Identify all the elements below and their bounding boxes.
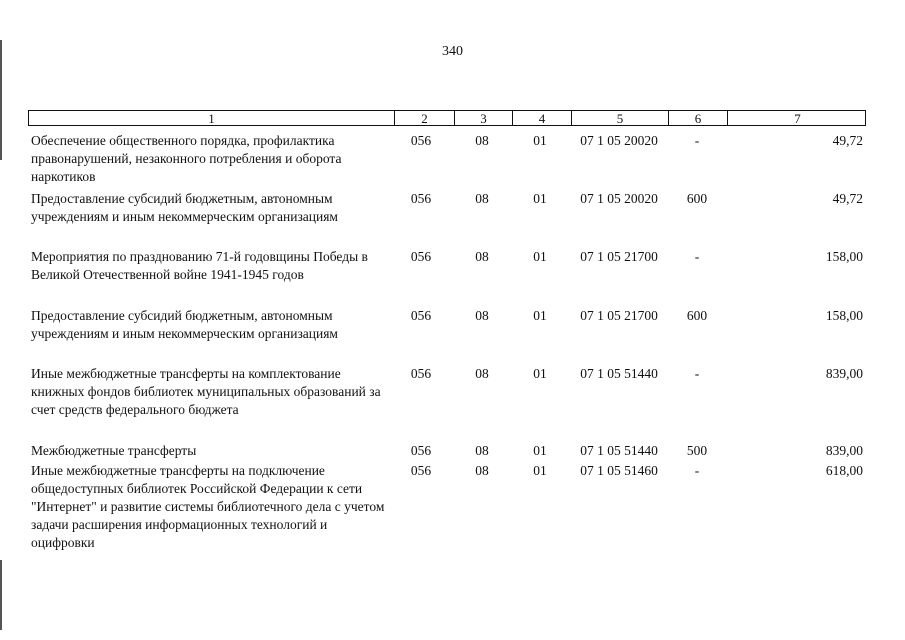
row-col-5: 07 1 05 20020 <box>580 191 658 206</box>
row-col-6: 600 <box>686 308 708 323</box>
page-number: 340 <box>442 44 463 59</box>
row-col-3: 08 <box>475 366 489 381</box>
row-name: Обеспечение общественного порядка, профилактика правонарушений, незаконного потребления и оборота наркотиков <box>31 133 342 184</box>
row-name: Иные межбюджетные трансферты на комплектование книжных фондов библиотек муниципальных образований за счет средств федерального бюджета <box>31 366 381 417</box>
row-col-4: 01 <box>533 191 547 206</box>
row-col-3: 08 <box>475 133 489 148</box>
header-col-5: 5 <box>571 111 668 125</box>
row-col-6: - <box>694 366 700 381</box>
row-col-4: 01 <box>533 308 547 323</box>
row-col-7: 839,00 <box>825 443 863 458</box>
row-col-7: 158,00 <box>825 308 863 323</box>
row-name: Мероприятия по празднованию 71-й годовщины Победы в Великой Отечественной войне 1941-1945 годов <box>31 249 368 282</box>
row-col-5: 07 1 05 21700 <box>580 249 658 264</box>
row-col-3: 08 <box>475 249 489 264</box>
header-col-3: 3 <box>454 111 512 125</box>
row-col-5: 07 1 05 51440 <box>580 366 658 381</box>
row-col-5: 07 1 05 21700 <box>580 308 658 323</box>
row-col-2: 056 <box>410 308 432 323</box>
row-col-3: 08 <box>475 443 489 458</box>
row-name: Межбюджетные трансферты <box>31 443 197 458</box>
row-col-4: 01 <box>533 133 547 148</box>
margin-line-bottom <box>0 560 2 630</box>
row-col-5: 07 1 05 51460 <box>580 463 658 478</box>
row-col-6: - <box>694 463 700 478</box>
row-col-7: 49,72 <box>832 133 863 148</box>
row-col-2: 056 <box>410 463 432 478</box>
row-col-5: 07 1 05 51440 <box>580 443 658 458</box>
row-col-6: 500 <box>686 443 708 458</box>
row-col-7: 839,00 <box>825 366 863 381</box>
row-name: Предоставление субсидий бюджетным, автономным учреждениям и иным некоммерческим организациям <box>31 308 338 341</box>
row-col-2: 056 <box>410 443 432 458</box>
row-col-2: 056 <box>410 249 432 264</box>
table-header <box>28 110 866 126</box>
row-col-4: 01 <box>533 366 547 381</box>
row-col-2: 056 <box>410 133 432 148</box>
row-col-6: - <box>694 249 700 264</box>
row-col-7: 158,00 <box>825 249 863 264</box>
row-name: Иные межбюджетные трансферты на подключение общедоступных библиотек Российской Федерации к сети "Интернет" и развитие системы библиотечного дела с учетом задачи расширения информационных технологий и оцифровки <box>31 463 385 550</box>
row-col-5: 07 1 05 20020 <box>580 133 658 148</box>
row-col-2: 056 <box>410 191 432 206</box>
header-col-6: 6 <box>668 111 727 125</box>
row-col-4: 01 <box>533 249 547 264</box>
header-col-4: 4 <box>512 111 571 125</box>
row-col-4: 01 <box>533 463 547 478</box>
row-col-4: 01 <box>533 443 547 458</box>
header-col-1: 1 <box>208 111 215 126</box>
row-col-6: - <box>694 133 700 148</box>
row-col-3: 08 <box>475 191 489 206</box>
row-name: Предоставление субсидий бюджетным, автономным учреждениям и иным некоммерческим организациям <box>31 191 338 224</box>
row-col-7: 49,72 <box>832 191 863 206</box>
row-col-2: 056 <box>410 366 432 381</box>
row-col-3: 08 <box>475 463 489 478</box>
row-col-7: 618,00 <box>825 463 863 478</box>
row-col-3: 08 <box>475 308 489 323</box>
row-col-6: 600 <box>686 191 708 206</box>
header-col-7: 7 <box>727 111 867 125</box>
header-col-2: 2 <box>394 111 454 125</box>
